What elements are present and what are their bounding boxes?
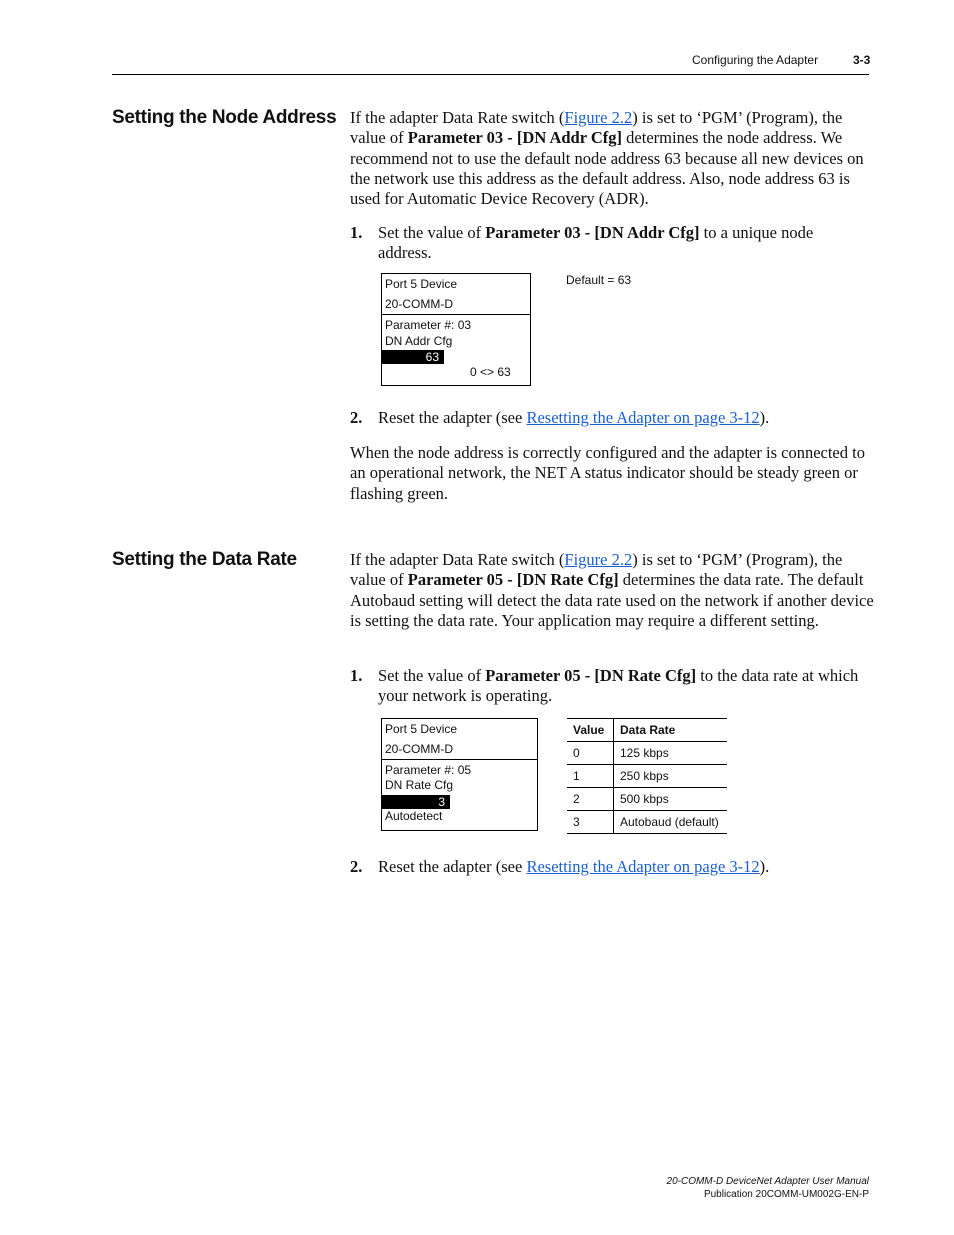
- data-rate-intro-paragraph: If the adapter Data Rate switch (Figure 2.2) is set to ‘PGM’ (Program), the value of Parameter 05 - [DN Rate Cfg] determines the data rate. The default Autobaud setting will detect the data rate used on the network if another device is setting the data rate. Your application may require a different setting.: [350, 550, 874, 630]
- table-cell: 3: [567, 811, 614, 834]
- lcd-highlighted-value: 3: [382, 795, 450, 809]
- step-number: 1.: [350, 223, 363, 242]
- step-text: Reset the adapter (see Resetting the Adapter on page 3-12).: [378, 857, 770, 876]
- section-heading-node-address: Setting the Node Address: [112, 107, 337, 128]
- lcd-device-line: 20-COMM-D: [385, 297, 453, 311]
- running-header-title: Configuring the Adapter: [692, 53, 819, 67]
- rate-step-1: [350, 666, 870, 707]
- step-text: Reset the adapter (see Resetting the Adapter on page 3-12).: [378, 408, 770, 427]
- node-address-result-paragraph: When the node address is correctly configured and the adapter is connected to an operational network, the NET A status indicator should be steady green or flashing green.: [350, 443, 865, 503]
- table-cell: Autobaud (default): [614, 811, 728, 834]
- footer-manual-title: 20-COMM-D DeviceNet Adapter User Manual: [666, 1176, 869, 1187]
- lcd-divider: [382, 314, 530, 315]
- reset-adapter-link[interactable]: Resetting the Adapter on page 3-12: [526, 408, 760, 427]
- column-header-data-rate: Data Rate: [614, 719, 728, 742]
- header-rule: [112, 74, 869, 75]
- lcd-parameter-name: DN Rate Cfg: [385, 778, 454, 792]
- lcd-highlighted-value: 63: [382, 350, 444, 364]
- step-text: Set the value of Parameter 05 - [DN Rate Cfg] to the data rate at which your network is operating.: [378, 666, 859, 706]
- table-row: [567, 742, 727, 765]
- lcd-parameter-number: Parameter #: 05: [385, 763, 472, 777]
- rate-step-2: [350, 857, 870, 877]
- table-cell: 0: [567, 742, 614, 765]
- figure-link[interactable]: Figure 2.2: [564, 108, 633, 127]
- footer-publication-number: Publication 20COMM-UM002G-EN-P: [703, 1189, 869, 1200]
- step-number: 2.: [350, 857, 363, 876]
- reset-adapter-link[interactable]: Resetting the Adapter on page 3-12: [526, 857, 760, 876]
- him-display-node-address: [381, 273, 531, 386]
- table-header-row: [567, 719, 727, 742]
- node-step-1: [350, 223, 870, 264]
- lcd-port-line: Port 5 Device: [385, 277, 458, 291]
- column-header-value: Value: [567, 719, 614, 742]
- figure-link[interactable]: Figure 2.2: [564, 550, 633, 569]
- lcd-range: 0 <> 63: [470, 365, 511, 379]
- lcd-parameter-number: Parameter #: 03: [385, 318, 472, 332]
- him-display-data-rate: [381, 718, 538, 831]
- step-number: 1.: [350, 666, 363, 685]
- lcd-divider: [382, 759, 537, 760]
- table-cell: 250 kbps: [614, 765, 728, 788]
- table-cell: 1: [567, 765, 614, 788]
- step-number: 2.: [350, 408, 363, 427]
- section-heading-data-rate: Setting the Data Rate: [112, 549, 297, 570]
- table-cell: 125 kbps: [614, 742, 728, 765]
- table-row: [567, 811, 727, 834]
- lcd-value-label: Autodetect: [385, 809, 443, 823]
- default-note: Default = 63: [566, 273, 632, 287]
- page-number: 3-3: [853, 53, 871, 67]
- step-text: Set the value of Parameter 03 - [DN Addr Cfg] to a unique node address.: [378, 223, 814, 263]
- table-row: [567, 788, 727, 811]
- node-address-intro-paragraph: If the adapter Data Rate switch (Figure 2.2) is set to ‘PGM’ (Program), the value of Parameter 03 - [DN Addr Cfg] determines the node address. We recommend not to use the default node address 63 because all new devices on the network use this address as the default address. Also, node address 63 is used for Automatic Device Recovery (ADR).: [350, 108, 864, 209]
- table-cell: 500 kbps: [614, 788, 728, 811]
- data-rate-table: [567, 718, 727, 834]
- table-cell: 2: [567, 788, 614, 811]
- lcd-parameter-name: DN Addr Cfg: [385, 334, 453, 348]
- lcd-port-line: Port 5 Device: [385, 722, 458, 736]
- table-row: [567, 765, 727, 788]
- lcd-device-line: 20-COMM-D: [385, 742, 453, 756]
- node-step-2: [350, 408, 870, 428]
